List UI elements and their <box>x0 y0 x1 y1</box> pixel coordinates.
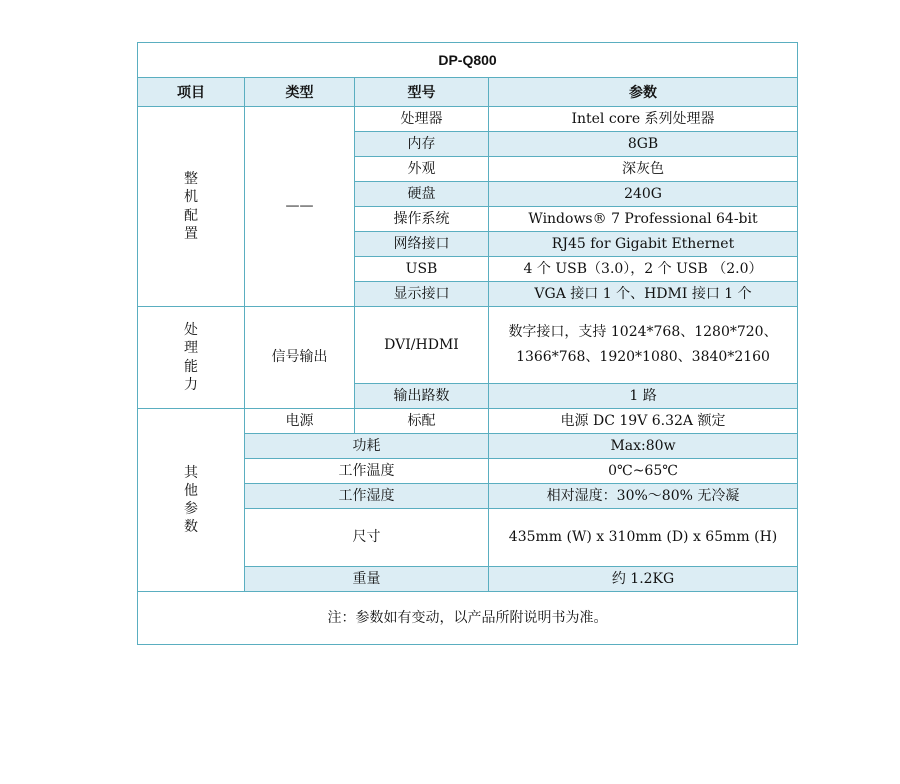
section-label-other: 其 他 参 数 <box>138 409 245 592</box>
type-cell-processing: 信号输出 <box>245 307 355 409</box>
model-cell: 处理器 <box>355 107 489 132</box>
model-cell: 显示接口 <box>355 282 489 307</box>
spec-name-cell: 尺寸 <box>245 509 489 567</box>
section-label-processing: 处 理 能 力 <box>138 307 245 409</box>
param-cell: 电源 DC 19V 6.32A 额定 <box>489 409 798 434</box>
model-cell: 外观 <box>355 157 489 182</box>
footnote: 注：参数如有变动，以产品所附说明书为准。 <box>138 592 798 645</box>
param-cell: 8GB <box>489 132 798 157</box>
param-cell: Max:80w <box>489 434 798 459</box>
param-cell: Windows® 7 Professional 64-bit <box>489 207 798 232</box>
model-cell: 标配 <box>355 409 489 434</box>
param-cell: Intel core 系列处理器 <box>489 107 798 132</box>
param-cell: RJ45 for Gigabit Ethernet <box>489 232 798 257</box>
spec-table <box>137 42 798 645</box>
param-cell: 数字接口，支持 1024*768、1280*720、 1366*768、1920*1080、3840*2160 <box>489 307 798 384</box>
section-label-machine: 整 机 配 置 <box>138 107 245 307</box>
spec-name-cell: 功耗 <box>245 434 489 459</box>
model-cell: DVI/HDMI <box>355 307 489 384</box>
spec-name-cell: 工作湿度 <box>245 484 489 509</box>
type-cell-machine: —— <box>245 107 355 307</box>
type-cell-power: 电源 <box>245 409 355 434</box>
model-cell: 操作系统 <box>355 207 489 232</box>
param-cell: 4 个 USB（3.0），2 个 USB （2.0） <box>489 257 798 282</box>
param-cell: VGA 接口 1 个、HDMI 接口 1 个 <box>489 282 798 307</box>
model-cell: 输出路数 <box>355 384 489 409</box>
param-cell: 相对湿度：30%～80% 无冷凝 <box>489 484 798 509</box>
table-title: DP-Q800 <box>138 43 798 78</box>
model-cell: 内存 <box>355 132 489 157</box>
model-cell: 网络接口 <box>355 232 489 257</box>
header-type: 类型 <box>245 78 355 107</box>
param-cell: 约 1.2KG <box>489 567 798 592</box>
header-param: 参数 <box>489 78 798 107</box>
param-cell: 240G <box>489 182 798 207</box>
spec-name-cell: 重量 <box>245 567 489 592</box>
model-cell: USB <box>355 257 489 282</box>
param-cell: 1 路 <box>489 384 798 409</box>
header-item: 项目 <box>138 78 245 107</box>
model-cell: 硬盘 <box>355 182 489 207</box>
param-cell: 0℃~65℃ <box>489 459 798 484</box>
spec-name-cell: 工作温度 <box>245 459 489 484</box>
param-cell: 435mm (W) x 310mm (D) x 65mm (H) <box>489 509 798 567</box>
header-model: 型号 <box>355 78 489 107</box>
param-cell: 深灰色 <box>489 157 798 182</box>
